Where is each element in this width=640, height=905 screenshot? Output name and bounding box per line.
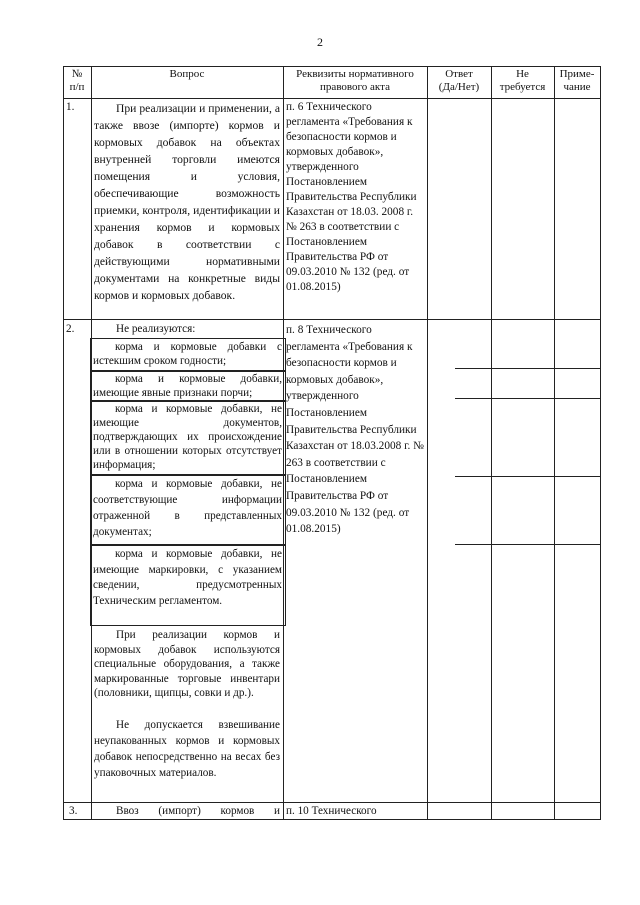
row-1-number: 1. [66,101,75,113]
row-2-subitem-2: корма и кормовые добавки, имеющие явные признаки порчи; [93,373,282,399]
row-2-question-intro: Не реализуются: [116,323,196,335]
row-2-subitem-1: корма и кормовые добавки с истекшим сроком годности; [93,341,282,367]
row-2-subitem-box [90,338,286,372]
row-2-number: 2. [66,323,75,335]
row-3-requisites: п. 10 Технического [286,805,377,817]
header-not-required: Не требуется [499,68,546,93]
row-2-subitem-box [90,370,286,402]
row-1-requisites: п. 6 Технического регламента «Требования к безопасности кормов и кормовых добавок», утвержденного Постановлением Правительства Республики Казахстан от 18.03. 2008 г. № 263 в соответствии с Постановлением Правительства РФ от 09.03.2010 № 132 (ред. от 01.08.2015) [286,101,417,293]
row-2-subitem-3: корма и кормовые добавки, не имеющие документов, подтверждающих их происхождение или в отношении которых отсутствует информация; [93,403,282,471]
header-number: № п/п [69,68,85,93]
row-2-extra-1: При реализации кормов и кормовых добавок используются специальные оборудования, а также маркированные торговые инвентари (половники, щипцы, совки и др.). [94,629,280,699]
row-2-extra-2: Не допускается взвешивание неупакованных кормов и кормовых добавок непосредственно на весах без упаковочных материалов. [94,719,280,779]
page-number: 2 [317,35,323,49]
header-answer: Ответ (Да/Нет) [438,68,480,93]
row-2-requisites: п. 8 Технического регламента «Требования к безопасности кормов и кормовых добавок», утвержденного Постановлением Правительства Республики Казахстан от 18.03.2008 г. № 263 в соответствии с Постановлением Правительства РФ от 09.03.2010 № 132 (ред. от 01.08.2015) [286,324,424,536]
row-2-subitem-box [90,544,286,626]
row-3-number: 3. [69,805,78,817]
row-2-subitem-5: корма и кормовые добавки, не имеющие маркировки, с указанием сведении, предусмотренных Техническим регламентом. [93,548,282,607]
row-2-subitem-box [90,400,286,476]
header-note: Приме- чание [559,68,595,93]
row-2-subitem-4: корма и кормовые добавки, не соответствующие информации отраженной в представленных документах; [93,478,282,538]
checklist-table [63,66,601,820]
row-3-question: Ввоз (импорт) кормов и [116,805,280,817]
header-question: Вопрос [169,68,205,80]
header-requisites: Реквизиты нормативного правового акта [296,68,414,93]
row-2-subitem-box [90,474,286,546]
row-1-question: При реализации и применении, а также ввозе (импорте) кормов и кормовых добавок на объектах внутренней торговли имеются помещения и условия, обеспечивающие возможность приемки, контроля, идентификации и хранения кормов и кормовых добавок в соответствии с действующими нормативными документами на конкретные виды кормов и кормовых добавок. [94,102,280,302]
